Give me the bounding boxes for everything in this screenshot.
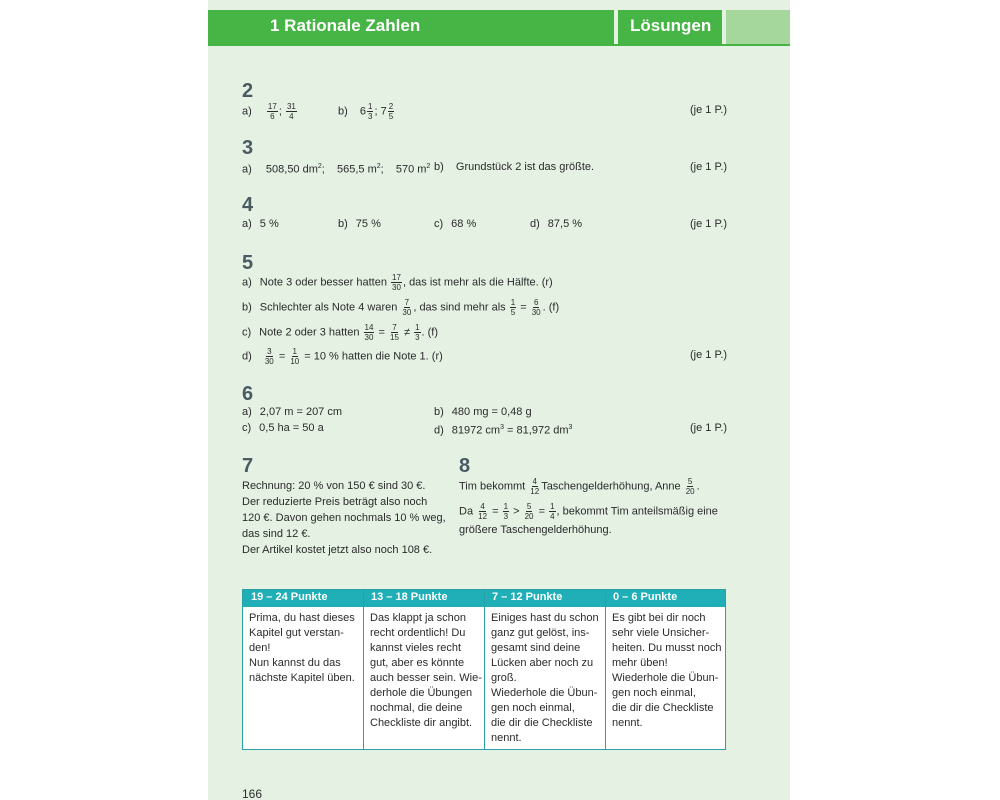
task-number: 3 (242, 137, 254, 159)
fraction: $\frac{1}{3}$ (503, 502, 509, 521)
fraction: $\frac{4}{12}$ (530, 477, 540, 496)
task-6-b: b) 480 mg = 0,48 g (434, 406, 532, 418)
fraction: $\frac{1}{3}$ (415, 323, 420, 342)
chapter-title: 1 Rationale Zahlen (270, 16, 421, 35)
task-4-c: c) 68 % (434, 218, 477, 230)
page-number: 166 (242, 787, 263, 800)
points-label: (je 1 P.) (690, 349, 728, 361)
task-6-c: c) 0,5 ha = 50 a (242, 422, 324, 434)
fraction: $\frac{5}{20}$ (685, 477, 695, 496)
task-4-b: b) 75 % (338, 218, 381, 230)
label-a: a) (242, 105, 252, 118)
task-4-d: d) 87,5 % (530, 218, 583, 230)
label-a: a) (242, 163, 252, 176)
label-b: b) (338, 105, 348, 118)
task-5-a: a) Note 3 oder besser hatten $\frac{17}{30}$ , das ist mehr als die Hälfte. (r) (242, 273, 553, 292)
task-number: 8 (459, 455, 471, 477)
fraction: $\frac{14}{30}$ (364, 323, 374, 342)
task-5-c: c) Note 2 oder 3 hatten $\frac{14}{30}$ = $\frac{7}{15}$ ≠ $\frac{1}{3}$ . (f) (242, 323, 439, 342)
fraction: $\frac{1}{3}$ (368, 102, 373, 121)
task-number: 6 (242, 383, 254, 405)
points-label: (je 1 P.) (690, 104, 728, 116)
task-number: 4 (242, 194, 254, 216)
task-number: 7 (242, 455, 254, 477)
score-cell: Es gibt bei dir noch sehr viele Unsicher- heiten. Du musst noch mehr üben! Wiederhole die Übun- gen noch einmal, die dir die Checkliste nennt. (612, 612, 722, 729)
task-6-d: d) 81972 $cm^3 = 81,972$ $dm^3$ (434, 424, 573, 437)
points-label: (je 1 P.) (690, 218, 728, 230)
header-tab (726, 10, 790, 44)
mixed-whole: 6 (359, 105, 367, 118)
points-label: (je 1 P.) (690, 422, 728, 434)
points-label: (je 1 P.) (690, 161, 728, 173)
table-divider (363, 590, 364, 749)
answer-value: 565,5 m (336, 163, 377, 176)
fraction: $\frac{2}{5}$ (388, 102, 394, 121)
answer-value: 570 m (395, 163, 427, 176)
fraction: $\frac{17}{30}$ (392, 273, 401, 292)
solutions-label: Lösungen (630, 16, 712, 35)
score-cell: Das klappt ja schon recht ordentlich! Du kannst vieles recht gut, aber es könnte auch besser sein. Wie- derhole die Übungen nochmal, die deine Checkliste dir angibt. (370, 612, 482, 729)
fraction: $\frac{1}{10}$ (290, 347, 300, 366)
fraction: $\frac{7}{15}$ (390, 323, 399, 342)
fraction: $\frac{4}{12}$ (478, 502, 488, 521)
table-divider (605, 590, 606, 749)
fraction: $\frac{6}{30}$ (531, 298, 541, 317)
task-5-d: d) $\frac{3}{30}$ = $\frac{1}{10}$ = 10 % hatten die Note 1. (r) (242, 347, 443, 366)
fraction: $\frac{1}{4}$ (550, 502, 555, 521)
label-b: b) (434, 161, 444, 173)
score-cell: Einiges hast du schon ganz gut gelöst, ins- gesamt sind deine Lücken aber noch zu groß. Wiederhole die Übun- gen noch einmal, die dir die Checkliste nennt. (491, 612, 599, 744)
score-header: 19 – 24 Punkte (251, 591, 328, 603)
task-number: 5 (242, 252, 254, 274)
task-2-line-b: b) 6 $\frac{1}{3}$ ; 7 $\frac{2}{5}$ (338, 102, 394, 121)
header-rule (208, 44, 790, 46)
task-4-a: a) 5 % (242, 218, 279, 230)
task-8-line-3: größere Taschengelderhöhung. (459, 524, 612, 536)
task-5-b: b) Schlechter als Note 4 waren $\frac{7}{30}$ , das sind mehr als $\frac{1}{5}$ = $\frac{6}{30}$ . (f) (242, 298, 560, 317)
score-header: 0 – 6 Punkte (613, 591, 678, 603)
fraction: $\frac{5}{20}$ (524, 502, 534, 521)
answer-value: 508,50 dm (265, 163, 318, 176)
task-2-line: a) $\frac{17}{6}$ ; $\frac{31}{4}$ (242, 102, 296, 121)
task-6-a: a) 2,07 m = 207 cm (242, 406, 343, 418)
score-cell: Prima, du hast dieses Kapitel gut verstan- den! Nun kannst du das nächste Kapitel üben. (249, 612, 355, 684)
fraction: $\frac{31}{4}$ (286, 102, 296, 121)
mixed-whole: 7 (380, 105, 387, 118)
task-8-line-2: Da $\frac{4}{12}$ = $\frac{1}{3}$ > $\frac{5}{20}$ = $\frac{1}{4}$ , bekommt Tim anteilsmäßig eine (459, 502, 718, 521)
task-3-line-b (434, 160, 594, 174)
answer-text: Grundstück 2 ist das größte. (455, 161, 595, 173)
table-divider (484, 590, 485, 749)
task-number: 2 (242, 80, 254, 102)
fraction: $\frac{17}{6}$ (267, 102, 277, 121)
task-8-line-1: Tim bekommt $\frac{4}{12}$ Taschengelderhöhung, Anne $\frac{5}{20}$ . (459, 477, 700, 496)
task-3-line: a) 508,50 $dm^2$; 565,5 $m^2$; 570 $m^2$ (242, 163, 431, 176)
score-header: 13 – 18 Punkte (371, 591, 448, 603)
score-table (242, 589, 726, 750)
fraction: $\frac{3}{30}$ (264, 347, 274, 366)
fraction: $\frac{7}{30}$ (402, 298, 412, 317)
score-header: 7 – 12 Punkte (492, 591, 563, 603)
task-7-text: Rechnung: 20 % von 150 € sind 30 €. Der reduzierte Preis beträgt also noch 120 €. Davon gehen nochmals 10 % weg, das sind 12 €. Der Artikel kostet jetzt also noch 108 €. (242, 480, 446, 556)
fraction: $\frac{1}{5}$ (510, 298, 516, 317)
